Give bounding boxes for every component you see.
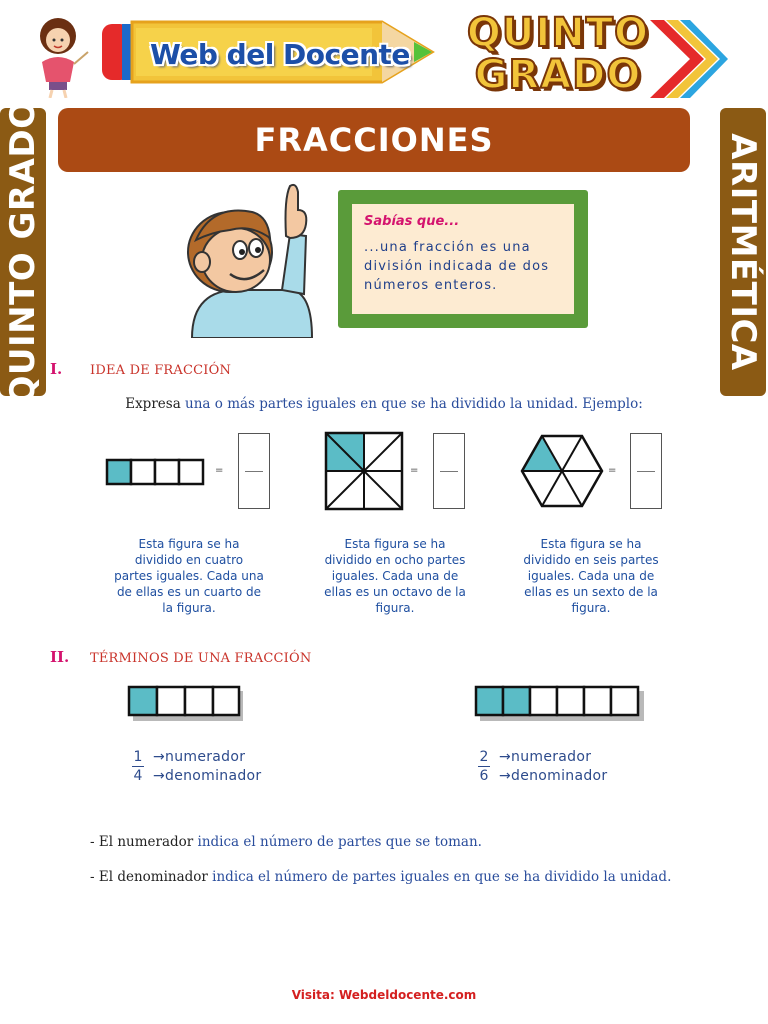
side-banner-right bbox=[720, 108, 766, 396]
bullet-prefix: - El bbox=[90, 834, 118, 850]
equals-sign-3: = bbox=[608, 465, 617, 476]
bullet-term: numerador bbox=[117, 834, 194, 850]
bullet-text: indica el número de partes iguales en que se ha dividido la unidad. bbox=[207, 869, 672, 885]
grade-line1: QUINTO bbox=[466, 10, 650, 56]
did-you-know-box bbox=[338, 190, 588, 328]
teacher-illustration bbox=[30, 16, 90, 98]
side-text-left: QUINTO GRADO bbox=[3, 99, 43, 405]
grade-line2: GRADO bbox=[474, 52, 642, 98]
section-2-heading bbox=[50, 648, 311, 666]
grade-title bbox=[448, 12, 668, 96]
section-2-label: TÉRMINOS DE UNA FRACCIÓN bbox=[90, 651, 312, 666]
did-you-know-text: ...una fracción es una división indicada de dos números enteros. bbox=[364, 240, 550, 293]
section-1-heading bbox=[50, 360, 231, 378]
numerator-value: 2 bbox=[479, 748, 489, 765]
did-you-know-title: Sabías que... bbox=[364, 214, 460, 229]
page-header bbox=[0, 0, 768, 100]
caption-sixth: Esta figura se ha dividido en seis partes iguales. Cada una de ellas es un sexto de la figura. bbox=[523, 537, 659, 615]
side-banner-left bbox=[0, 99, 46, 405]
intro-lead: Expresa bbox=[125, 396, 186, 412]
bullet-term: denominador bbox=[117, 869, 208, 885]
section-1-label: IDEA DE FRACCIÓN bbox=[90, 363, 232, 378]
section-1-intro bbox=[0, 396, 768, 412]
logo-text: Web del Docente bbox=[150, 38, 410, 71]
eight-part-square-figure bbox=[324, 431, 404, 511]
numerator-value: 1 bbox=[133, 748, 143, 765]
side-text-right: ARITMÉTICA bbox=[723, 133, 763, 371]
fraction-terms-sixth bbox=[475, 747, 607, 785]
caption-quarter: Esta figura se ha dividido en cuatro partes iguales. Cada una de ellas es un cuarto de la figura. bbox=[114, 537, 264, 615]
four-part-bar-figure bbox=[105, 458, 207, 486]
numerator-label: →numerador bbox=[153, 748, 246, 765]
denominator-label: →denominador bbox=[499, 767, 608, 784]
section-1-numeral: I. bbox=[50, 360, 63, 378]
bullet-numerator bbox=[90, 834, 482, 850]
section-2-numeral: II. bbox=[50, 648, 70, 666]
denominator-value: 4 bbox=[133, 767, 143, 784]
caption-eighth: Esta figura se ha dividido en ocho partes iguales. Cada una de ellas es un octavo de la figura. bbox=[324, 537, 466, 615]
fraction-blank-2 bbox=[433, 433, 465, 509]
boy-pointing-illustration bbox=[172, 178, 322, 338]
bullet-denominator bbox=[90, 869, 671, 885]
equals-sign-2: = bbox=[410, 465, 419, 476]
title-bar bbox=[58, 108, 690, 172]
denominator-label: →denominador bbox=[153, 767, 262, 784]
bullet-prefix: - El bbox=[90, 869, 118, 885]
denominator-value: 6 bbox=[479, 767, 489, 784]
quarter-bar-figure bbox=[127, 685, 245, 723]
fraction-blank-3 bbox=[630, 433, 662, 509]
intro-text: una o más partes iguales en que se ha dividido la unidad. Ejemplo: bbox=[185, 396, 643, 412]
did-you-know-inner bbox=[352, 204, 574, 314]
two-sixths-bar-figure bbox=[474, 685, 646, 723]
six-part-hexagon-figure bbox=[519, 431, 605, 511]
page-title: FRACCIONES bbox=[254, 121, 494, 159]
bullet-text: indica el número de partes que se toman. bbox=[193, 834, 482, 850]
footer-link[interactable]: Visita: Webdeldocente.com bbox=[291, 988, 477, 1002]
numerator-label: →numerador bbox=[499, 748, 592, 765]
equals-sign-1: = bbox=[215, 465, 224, 476]
fraction-terms-quarter bbox=[129, 747, 261, 785]
fraction-blank-1 bbox=[238, 433, 270, 509]
